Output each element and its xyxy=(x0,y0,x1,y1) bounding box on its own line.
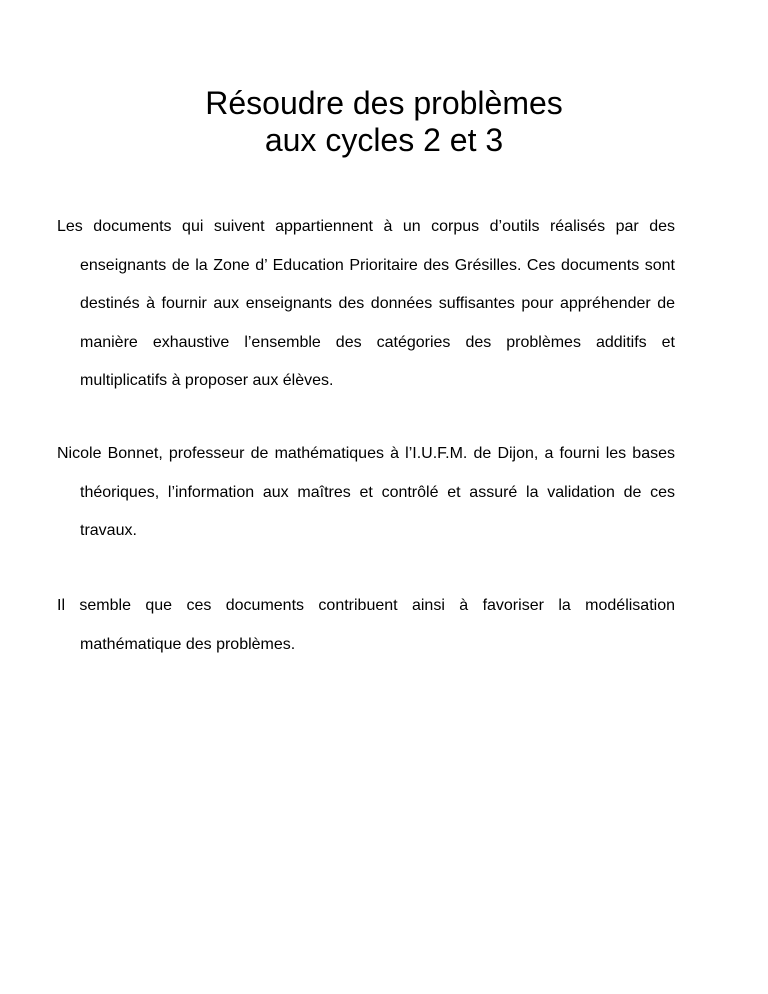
paragraph-intro: Les documents qui suivent appartiennent à un corpus d’outils réalisés par des enseignants de la Zone d’ Education Prioritaire des Grésilles. Ces documents sont destinés à fournir aux enseignants des données suffisantes pour appréhender de manière exhaustive l’ensemble des catégories des problèmes additifs et multiplicatifs à proposer aux élèves. xyxy=(57,218,675,389)
title-line-1: Résoudre des problèmes xyxy=(205,85,563,121)
paragraph-conclusion: Il semble que ces documents contribuent ainsi à favoriser la modélisation mathématique des problèmes. xyxy=(57,597,675,653)
title-line-2: aux cycles 2 et 3 xyxy=(264,122,504,158)
paragraph-credits: Nicole Bonnet, professeur de mathématiques à l’I.U.F.M. de Dijon, a fourni les bases théoriques, l’information aux maîtres et contrôlé et assuré la validation de ces travaux. xyxy=(57,445,675,539)
page-title xyxy=(0,85,768,159)
